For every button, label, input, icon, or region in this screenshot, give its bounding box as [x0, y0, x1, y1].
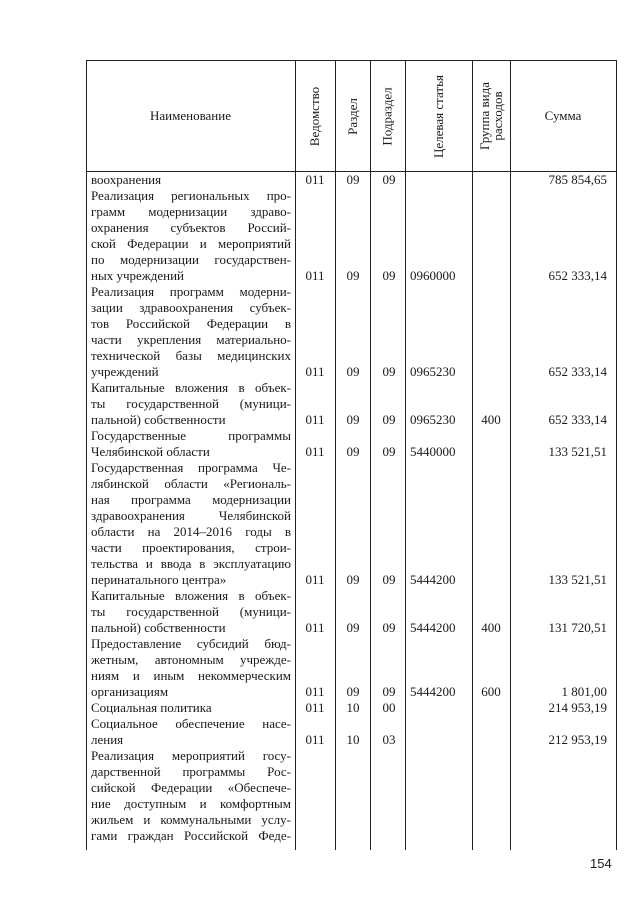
row-podrazdel: 03 [382, 732, 396, 747]
row-name-line: жетным, автономным учрежде- [91, 652, 291, 667]
row-summa: 133 521,51 [548, 444, 607, 459]
row-name [91, 748, 291, 844]
header-gruppa-line-1: Группа вида [477, 82, 493, 150]
row-podrazdel: 09 [382, 684, 396, 699]
row-ved: 011 [305, 572, 325, 587]
header-ved [295, 60, 335, 172]
row-name-line: ных учреждений [91, 268, 184, 283]
row-name-line: здравоохранения Челябинской [91, 508, 291, 523]
row-celevaya: 0965230 [410, 412, 456, 427]
row-name-line: сийской Федерации «Обеспече- [91, 780, 291, 795]
row-name-line: ской Федерации и мероприятий [91, 236, 291, 251]
row-podrazdel: 09 [382, 412, 396, 427]
row-name-line: по модернизации государствен- [91, 252, 291, 267]
row-name [91, 588, 291, 636]
row-name-line: учреждений [91, 364, 159, 379]
header-podrazdel-label: Подраздел [380, 86, 396, 146]
row-name [91, 380, 291, 428]
row-name [91, 284, 291, 380]
row-gruppa: 600 [481, 684, 501, 699]
header-celevaya [405, 60, 472, 172]
row-name-line: тельства и ввода в эксплуатацию [91, 556, 291, 571]
row-name-line: части проектирования, строи- [91, 540, 291, 555]
row-celevaya: 5440000 [410, 444, 456, 459]
row-name-line: части укрепления материально- [91, 332, 291, 347]
table-row [0, 188, 640, 284]
page-number: 154 [590, 856, 612, 871]
row-name-line: грамм модернизации здраво- [91, 204, 291, 219]
row-name-line: жильем и коммунальными услу- [91, 812, 291, 827]
row-podrazdel: 09 [382, 172, 396, 187]
table-row [0, 636, 640, 700]
row-name-line: пальной) собственности [91, 620, 226, 635]
row-name-line: организациям [91, 684, 169, 699]
row-name [91, 460, 291, 588]
table-row [0, 588, 640, 636]
row-summa: 133 521,51 [548, 572, 607, 587]
row-name-line: дарственной программы Рос- [91, 764, 291, 779]
row-podrazdel: 09 [382, 364, 396, 379]
row-podrazdel: 09 [382, 620, 396, 635]
header-gruppa-label [478, 82, 504, 150]
row-celevaya: 0960000 [410, 268, 456, 283]
row-gruppa: 400 [481, 620, 501, 635]
row-celevaya: 5444200 [410, 620, 456, 635]
row-summa: 212 953,19 [548, 732, 607, 747]
row-razdel: 09 [346, 572, 360, 587]
row-celevaya: 0965230 [410, 364, 456, 379]
row-ved: 011 [305, 700, 325, 715]
row-name-line: ная программа модернизации [91, 492, 291, 507]
row-name [91, 716, 291, 748]
row-razdel: 09 [346, 412, 360, 427]
row-razdel: 09 [346, 684, 360, 699]
row-summa: 1 801,00 [561, 684, 607, 699]
row-name-line: ления [91, 732, 124, 747]
row-podrazdel: 09 [382, 268, 396, 283]
row-name-line: Челябинской области [91, 444, 210, 459]
row-name-line: Социальное обеспечение насе- [91, 716, 291, 731]
row-name-line: ты государственной (муници- [91, 604, 291, 619]
header-name-label: Наименование [150, 108, 231, 123]
row-podrazdel: 09 [382, 572, 396, 587]
row-name [91, 700, 291, 716]
row-name-line: технической базы медицинских [91, 348, 291, 363]
row-razdel: 09 [346, 172, 360, 187]
table-row [0, 716, 640, 748]
row-name-line: ты государственной (муници- [91, 396, 291, 411]
row-name-line: Реализация мероприятий госу- [91, 748, 291, 763]
row-name [91, 428, 291, 460]
row-gruppa: 400 [481, 412, 501, 427]
row-summa: 214 953,19 [548, 700, 607, 715]
row-razdel: 10 [346, 700, 360, 715]
row-podrazdel: 09 [382, 444, 396, 459]
row-name [91, 636, 291, 700]
row-name-line: тов Российской Федерации в [91, 316, 291, 331]
header-gruppa-line-2: расходов [490, 91, 506, 141]
header-razdel [335, 60, 370, 172]
row-name-line: ниям и иным некоммерческим [91, 668, 291, 683]
table-row [0, 172, 640, 188]
row-name-line: Реализация программ модерни- [91, 284, 291, 299]
row-razdel: 09 [346, 444, 360, 459]
row-razdel: 09 [346, 620, 360, 635]
header-summa-label: Сумма [544, 108, 582, 123]
row-name-line: Государственная программа Че- [91, 460, 291, 475]
row-name-line: гами граждан Российской Феде- [91, 828, 291, 843]
row-celevaya: 5444200 [410, 684, 456, 699]
row-ved: 011 [305, 684, 325, 699]
row-celevaya: 5444200 [410, 572, 456, 587]
row-name-line: Социальная политика [91, 700, 212, 715]
header-razdel-label: Раздел [345, 97, 360, 135]
row-razdel: 09 [346, 268, 360, 283]
row-name-line: пальной) собственности [91, 412, 226, 427]
row-ved: 011 [305, 620, 325, 635]
table-row [0, 700, 640, 716]
row-name-line: охранения субъектов Россий- [91, 220, 291, 235]
row-summa: 652 333,14 [548, 364, 607, 379]
row-podrazdel: 00 [382, 700, 396, 715]
table-row [0, 748, 640, 844]
row-summa: 131 720,51 [548, 620, 607, 635]
row-name-line: зации здравоохранения субъек- [91, 300, 291, 315]
row-name-line: Капитальные вложения в объек- [91, 588, 291, 603]
table-row [0, 460, 640, 588]
row-summa: 652 333,14 [548, 268, 607, 283]
row-razdel: 10 [346, 732, 360, 747]
row-name-line: лябинской области «Региональ- [91, 476, 291, 491]
row-ved: 011 [305, 172, 325, 187]
row-ved: 011 [305, 412, 325, 427]
row-razdel: 09 [346, 364, 360, 379]
row-ved: 011 [305, 444, 325, 459]
row-ved: 011 [305, 268, 325, 283]
row-summa: 652 333,14 [548, 412, 607, 427]
row-name [91, 188, 291, 284]
row-name-line: Государственные программы [91, 428, 291, 443]
row-summa: 785 854,65 [548, 172, 607, 187]
row-ved: 011 [305, 364, 325, 379]
row-name-line: воохранения [91, 172, 162, 187]
header-summa [510, 60, 616, 172]
header-name [86, 60, 295, 172]
row-name [91, 172, 291, 188]
header-celevaya-label: Целевая статья [431, 74, 447, 158]
row-name-line: ние доступным и комфортным [91, 796, 291, 811]
table-row [0, 380, 640, 428]
row-name-line: перинатального центра» [91, 572, 227, 587]
header-ved-label: Ведомство [307, 86, 323, 146]
header-gruppa [472, 60, 510, 172]
row-name-line: Реализация региональных про- [91, 188, 291, 203]
row-name-line: области на 2014–2016 годы в [91, 524, 291, 539]
table-row [0, 284, 640, 380]
row-name-line: Капитальные вложения в объек- [91, 380, 291, 395]
row-name-line: Предоставление субсидий бюд- [91, 636, 291, 651]
table-row [0, 428, 640, 460]
header-podrazdel [370, 60, 405, 172]
row-ved: 011 [305, 732, 325, 747]
